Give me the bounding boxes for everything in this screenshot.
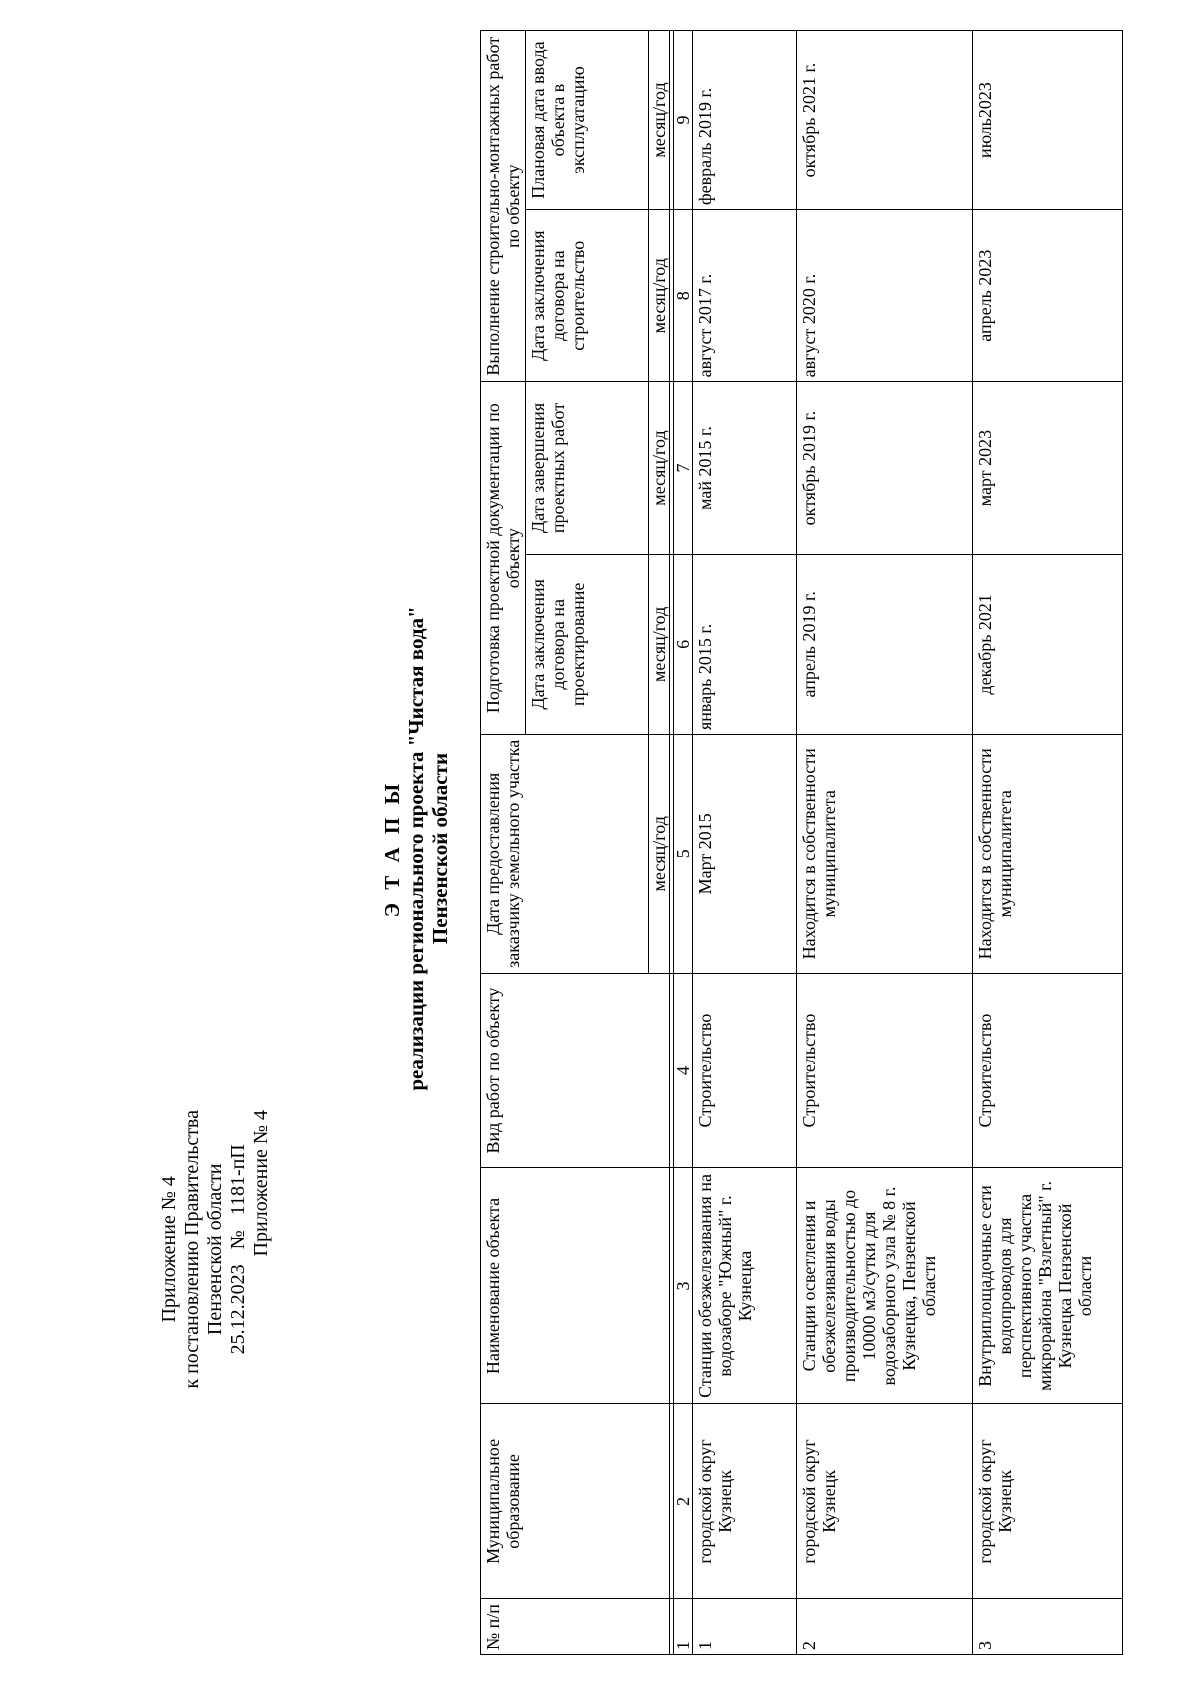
- column-number: 8: [674, 210, 693, 382]
- column-number: 9: [674, 31, 693, 210]
- appendix-label: Приложение № 4: [250, 1110, 272, 1257]
- row-num: 2: [797, 1599, 973, 1655]
- header-construction-contract: Дата заключения договора на строительство: [526, 210, 649, 382]
- approval-line: к постановлению Правительства: [181, 1110, 203, 1389]
- document-subtitle: реализации регионального проекта "Чистая вода": [404, 606, 428, 1091]
- approval-date-number: 25.12.2023 № 1181-пП: [227, 1144, 249, 1355]
- column-number: 6: [674, 554, 693, 734]
- table-row: [693, 31, 797, 1655]
- row-commissioning: февраль 2019 г.: [693, 31, 797, 210]
- column-number: 3: [674, 1168, 693, 1404]
- row-object-name: Станции осветления и обезжелезивания воды производительностью до 10000 м3/сутки для водозаборного узла № 8 г. Кузнецка, Пензенской области: [797, 1168, 973, 1404]
- header-commissioning: Плановая дата ввода объекта в эксплуатацию: [526, 31, 649, 210]
- column-number: 5: [674, 734, 693, 973]
- unit-label: месяц/год: [649, 31, 670, 210]
- header-land-date: Дата предоставления заказчику земельного участка: [481, 734, 649, 973]
- row-municipality: городской округ Кузнецк: [973, 1404, 1123, 1599]
- row-num: 1: [693, 1599, 797, 1655]
- row-work-type: Строительство: [797, 973, 973, 1168]
- row-commissioning: июль2023: [973, 31, 1123, 210]
- units-row: [649, 31, 670, 1655]
- header-design-group: Подготовка проектной документации по объекту: [481, 382, 526, 735]
- row-land-date: Находится в собственности муниципалитета: [797, 734, 973, 973]
- column-number: 7: [674, 382, 693, 554]
- unit-label: месяц/год: [649, 382, 670, 554]
- row-object-name: Станции обезжелезивания на водозаборе "Южный" г. Кузнецка: [693, 1168, 797, 1404]
- column-number-row: [674, 31, 693, 1655]
- unit-label: месяц/год: [649, 734, 670, 973]
- units-empty-cell: [649, 1404, 670, 1599]
- table-row: [973, 31, 1123, 1655]
- row-work-type: Строительство: [693, 973, 797, 1168]
- header-design-complete: Дата завершения проектных работ: [526, 382, 649, 554]
- project-stages-table: [480, 30, 1123, 1655]
- row-design-contract: январь 2015 г.: [693, 554, 797, 734]
- column-number: 2: [674, 1404, 693, 1599]
- header-construction-group: Выполнение строительно-монтажных работ по объекту: [481, 31, 526, 382]
- unit-label: месяц/год: [649, 554, 670, 734]
- row-construction-contract: август 2017 г.: [693, 210, 797, 382]
- header-municipality: Муниципальное образование: [481, 1404, 649, 1599]
- row-construction-contract: апрель 2023: [973, 210, 1123, 382]
- row-work-type: Строительство: [973, 973, 1123, 1168]
- column-number: 1: [674, 1599, 693, 1655]
- units-empty-cell: [649, 1599, 670, 1655]
- approval-line: Приложение № 4: [158, 1176, 180, 1323]
- document-title: Э Т А П Ы: [380, 779, 404, 918]
- row-design-complete: март 2023: [973, 382, 1123, 554]
- row-municipality: городской округ Кузнецк: [797, 1404, 973, 1599]
- document-subtitle-region: Пензенской области: [428, 752, 452, 945]
- header-work-type: Вид работ по объекту: [481, 973, 670, 1168]
- units-empty-cell: [649, 1168, 670, 1404]
- unit-label: месяц/год: [649, 210, 670, 382]
- row-land-date: Находится в собственности муниципалитета: [973, 734, 1123, 973]
- column-number: 4: [674, 973, 693, 1168]
- row-land-date: Март 2015: [693, 734, 797, 973]
- row-design-contract: апрель 2019 г.: [797, 554, 973, 734]
- row-construction-contract: август 2020 г.: [797, 210, 973, 382]
- header-num: № п/п: [481, 1599, 649, 1655]
- approval-line: Пензенской области: [204, 1163, 226, 1336]
- row-municipality: городской округ Кузнецк: [693, 1404, 797, 1599]
- row-num: 3: [973, 1599, 1123, 1655]
- header-object-name: Наименование объекта: [481, 1168, 649, 1404]
- approval-block: [158, 1110, 250, 1389]
- row-design-contract: декабрь 2021: [973, 554, 1123, 734]
- row-commissioning: октябрь 2021 г.: [797, 31, 973, 210]
- row-design-complete: май 2015 г.: [693, 382, 797, 554]
- header-row: [481, 31, 526, 1655]
- table-row: [797, 31, 973, 1655]
- header-design-contract: Дата заключения договора на проектирование: [526, 554, 649, 734]
- row-object-name: Внутриплощадочные сети водопроводов для перспективного участка микрорайона "Взлетный" г. Кузнецка Пензенской области: [973, 1168, 1123, 1404]
- row-design-complete: октябрь 2019 г.: [797, 382, 973, 554]
